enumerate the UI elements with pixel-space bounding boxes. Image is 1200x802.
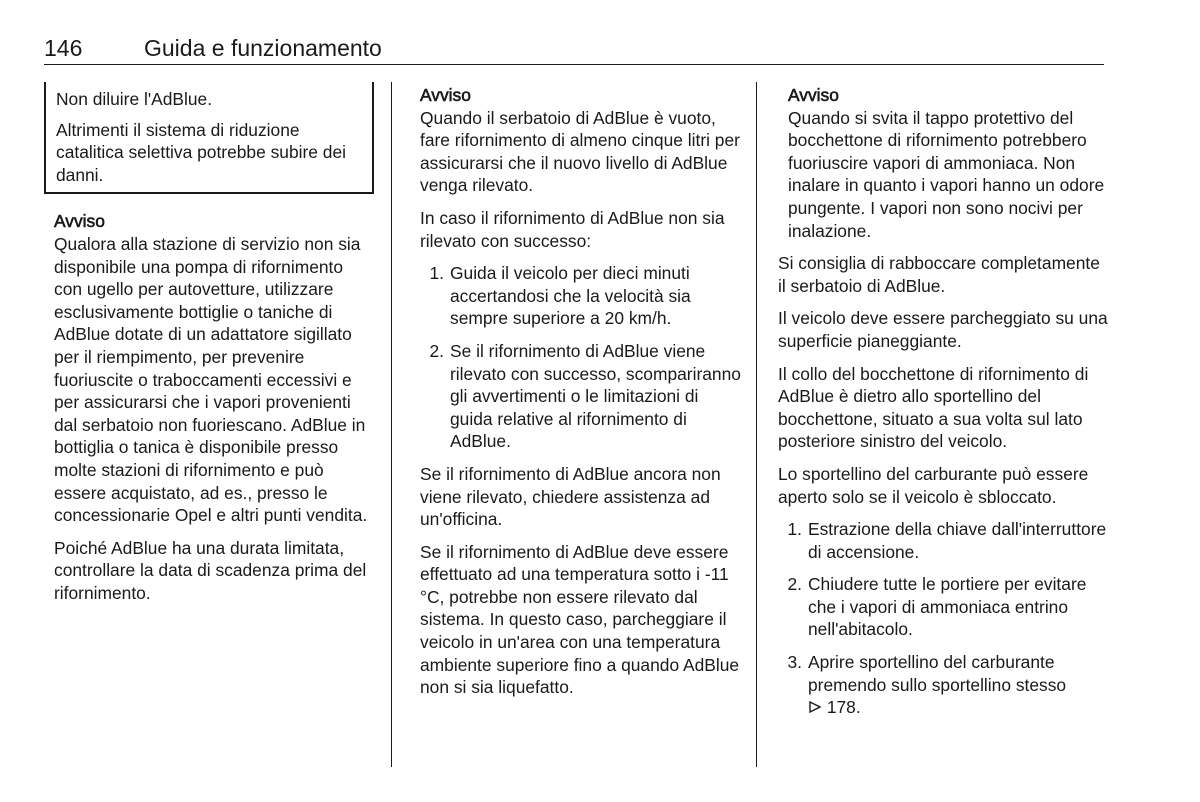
note-block <box>420 84 742 197</box>
header-divider <box>44 64 1104 65</box>
note-title: Avviso <box>54 211 105 232</box>
steps-list <box>420 262 742 453</box>
step-text-body: Aprire sportellino del carburante premendo sullo sportellino stesso <box>808 652 1067 695</box>
note-text: Quando il serbatoio di AdBlue è vuoto, fare rifornimento di almeno cinque litri per assicurarsi che il nuovo livello di AdBlue venga rilevato. <box>420 107 740 196</box>
step-number: 2. <box>429 340 444 361</box>
column-divider-1 <box>391 82 392 767</box>
step-text: Estrazione della chiave dall'interruttore di accensione. <box>808 519 1107 562</box>
page-title: Guida e funzionamento <box>144 35 382 61</box>
step-number: 3. <box>787 652 802 673</box>
step-number: 2. <box>787 574 802 595</box>
note-text: Qualora alla stazione di servizio non sia disponibile una pompa di rifornimento con ugello per autovetture, utilizzare esclusivamente bottiglie o taniche di AdBlue dotate di un adattatore sigillato per il riempimento, per prevenire fuoriuscite o traboccamenti eccessivi e per assicurarsi che i vapori provenienti dal serbatoio non fuoriescano. AdBlue in bottiglia o tanica è disponibile presso molte stazioni di rifornimento e può essere acquistato, ad es., presso le concessionarie Opel e altri punti vendita. <box>54 233 368 526</box>
note-text: Quando si svita il tappo protettivo del bocchettone di rifornimento potrebbero fuoriuscire vapori di ammoniaca. Non inalare in quanto i vapori hanno un odore pungente. I vapori non sono nocivi per inalazione. <box>788 107 1105 241</box>
note-block <box>778 84 1108 242</box>
warning-text-1: Non diluire l'AdBlue. <box>56 89 213 109</box>
paragraph: Poiché AdBlue ha una durata limitata, controllare la data di scadenza prima del rifornimento. <box>54 537 367 603</box>
paragraph-intro: In caso il rifornimento di AdBlue non sia rilevato con successo: <box>420 207 725 251</box>
step-number: 1. <box>787 519 802 540</box>
paragraph: Se il rifornimento di AdBlue deve essere effettuato ad una temperatura sotto i -11 °C, potrebbe non essere rilevato dal sistema. In questo caso, parcheggiare il veicolo in un'area con una temperatura ambiente superiore fino a quando AdBlue non si sia liquefatto. <box>420 541 740 698</box>
step-text: Guida il veicolo per dieci minuti accertandosi che la velocità sia sempre superiore a 20 km/h. <box>450 263 691 329</box>
paragraph: Il veicolo deve essere parcheggiato su una superficie pianeggiante. <box>778 308 1108 351</box>
step-text: Se il rifornimento di AdBlue viene rilevato con successo, scompariranno gli avvertimenti o le limitazioni di guida relative al rifornimento di AdBlue. <box>450 340 741 452</box>
list-item <box>778 518 1108 563</box>
column-1 <box>44 82 374 614</box>
paragraph: Lo sportellino del carburante può essere aperto solo se il veicolo è sbloccato. <box>778 463 1089 507</box>
page-number: 146 <box>44 35 83 61</box>
list-item <box>778 573 1108 641</box>
warning-text-2: Altrimenti il sistema di riduzione catalitica selettiva potrebbe subire dei danni. <box>56 119 347 185</box>
step-number: 1. <box>429 263 444 284</box>
list-item <box>778 651 1108 719</box>
page-reference: 178. <box>826 697 861 718</box>
column-3 <box>778 84 1108 729</box>
list-item <box>420 340 742 453</box>
column-2 <box>420 84 742 709</box>
column-divider-2 <box>756 82 757 767</box>
steps-list <box>778 518 1108 719</box>
paragraph: Il collo del bocchettone di rifornimento di AdBlue è dietro allo sportellino del bocchettone, situato a sua volta sul lato posteriore sinistro del veicolo. <box>778 363 1089 452</box>
step-text <box>808 651 1108 719</box>
page-reference-icon <box>808 700 822 714</box>
list-item <box>420 262 742 330</box>
note-title: Avviso <box>420 85 471 105</box>
step-text: Chiudere tutte le portiere per evitare che i vapori di ammoniaca entrino nell'abitacolo. <box>808 574 1087 640</box>
note-title: Avviso <box>788 85 839 105</box>
page-header <box>44 34 1104 64</box>
column-1-body <box>44 210 374 604</box>
paragraph: Si consiglia di rabboccare completamente il serbatoio di AdBlue. <box>778 253 1100 296</box>
warning-box <box>44 82 374 194</box>
paragraph: Se il rifornimento di AdBlue ancora non viene rilevato, chiedere assistenza ad un'officina. <box>420 463 721 530</box>
note-block <box>54 210 374 526</box>
